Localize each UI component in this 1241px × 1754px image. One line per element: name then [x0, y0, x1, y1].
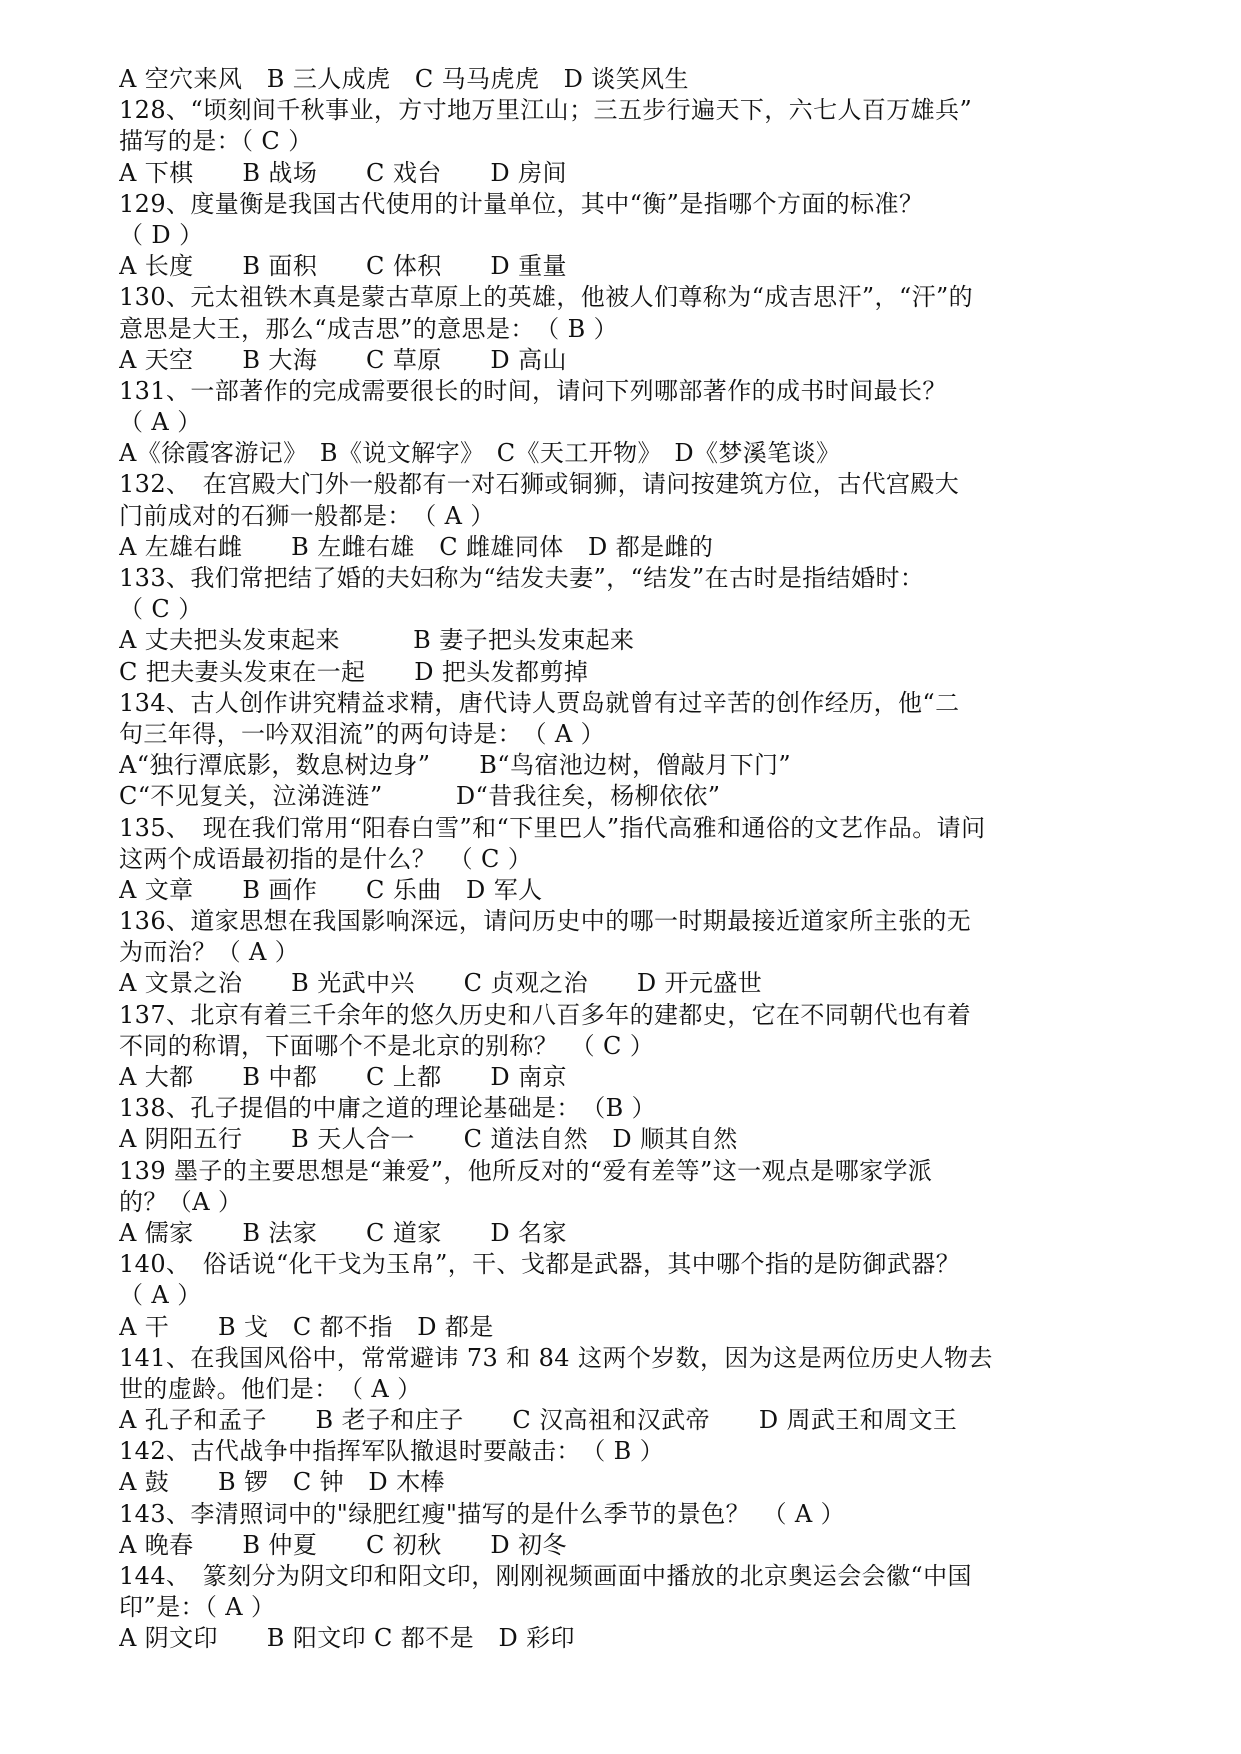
question-134-line-2: 句三年得，一吟双泪流”的两句诗是： （ A ）	[119, 719, 606, 748]
quiz-text-block	[119, 64, 1134, 1655]
question-141-line-2: 世的虚龄。他们是： （ A ）	[119, 1374, 422, 1403]
question-140-line-1: 140、 俗话说“化干戈为玉帛”，干、戈都是武器，其中哪个指的是防御武器？	[119, 1250, 961, 1279]
answer-options-140: A 干 B 戈 C 都不指 D 都是	[119, 1312, 494, 1341]
answer-options-133-line-1: A 丈夫把头发束起来 B 妻子把头发束起来	[119, 626, 635, 655]
question-138: 138、孔子提倡的中庸之道的理论基础是： （B ）	[119, 1094, 657, 1123]
question-134-line-1: 134、古人创作讲究精益求精，唐代诗人贾岛就曾有过辛苦的创作经历，他“二	[119, 688, 960, 717]
answer-options-134-line-2: C“不见复关，泣涕涟涟” D“昔我往矣，杨柳依依”	[119, 782, 721, 811]
answer-options-129: A 长度 B 面积 C 体积 D 重量	[119, 252, 567, 281]
question-130-line-2: 意思是大王，那么“成吉思”的意思是： （ B ）	[119, 314, 619, 343]
question-136-line-2: 为而治？（ A ）	[119, 938, 300, 967]
answer-options-138: A 阴阳五行 B 天人合一 C 道法自然 D 顺其自然	[119, 1125, 738, 1154]
question-131-line-2: （ A ）	[119, 408, 202, 437]
question-140-line-2: （ A ）	[119, 1281, 202, 1310]
question-128-line-1: 128、“顷刻间千秋事业，方寸地万里江山；三五步行遍天下，六七人百万雄兵”	[119, 96, 973, 125]
question-135-line-2: 这两个成语最初指的是什么？ （ C ）	[119, 844, 533, 873]
answer-options-135: A 文章 B 画作 C 乐曲 D 军人	[119, 875, 543, 904]
answer-options-133-line-2: C 把夫妻头发束在一起 D 把头发都剪掉	[119, 657, 589, 686]
question-132-line-2: 门前成对的石狮一般都是： （ A ）	[119, 501, 495, 530]
answer-options-132: A 左雄右雌 B 左雌右雄 C 雌雄同体 D 都是雌的	[119, 532, 714, 561]
answer-options-134-line-1: A“独行潭底影，数息树边身” B“鸟宿池边树，僧敲月下门”	[119, 751, 792, 780]
question-133-line-1: 133、我们常把结了婚的夫妇称为“结发夫妻”，“结发”在古时是指结婚时：	[119, 564, 925, 592]
question-129-line-1: 129、度量衡是我国古代使用的计量单位，其中“衡”是指哪个方面的标准？	[119, 189, 924, 218]
answer-options-144: A 阴文印 B 阳文印 C 都不是 D 彩印	[119, 1624, 575, 1653]
answer-options-136: A 文景之治 B 光武中兴 C 贞观之治 D 开元盛世	[119, 969, 763, 998]
question-135-line-1: 135、 现在我们常用“阳春白雪”和“下里巴人”指代高雅和通俗的文艺作品。请问	[119, 813, 986, 842]
question-130-line-1: 130、元太祖铁木真是蒙古草原上的英雄，他被人们尊称为“成吉思汗”，“汗”的	[119, 283, 974, 312]
question-131-line-1: 131、一部著作的完成需要很长的时间，请问下列哪部著作的成书时间最长？	[119, 376, 947, 405]
answer-options-127: A 空穴来风 B 三人成虎 C 马马虎虎 D 谈笑风生	[119, 65, 689, 93]
answer-options-139: A 儒家 B 法家 C 道家 D 名家	[119, 1218, 567, 1247]
question-144-line-1: 144、 篆刻分为阴文印和阳文印，刚刚视频画面中播放的北京奥运会会徽“中国	[119, 1562, 972, 1590]
question-136-line-1: 136、道家思想在我国影响深远，请问历史中的哪一时期最接近道家所主张的无	[119, 907, 972, 936]
question-129-line-2: （ D ）	[119, 220, 204, 249]
question-132-line-1: 132、 在宫殿大门外一般都有一对石狮或铜狮，请问按建筑方位，古代宫殿大	[119, 470, 960, 499]
answer-options-130: A 天空 B 大海 C 草原 D 高山	[119, 345, 567, 374]
answer-options-131: A《徐霞客游记》 B《说文解字》 C《天工开物》 D《梦溪笔谈》	[119, 439, 841, 468]
question-139-line-1: 139 墨子的主要思想是“兼爱”，他所反对的“爱有差等”这一观点是哪家学派	[119, 1156, 933, 1185]
question-128-line-2: 描写的是：（ C ）	[119, 127, 313, 156]
question-133-line-2: （ C ）	[119, 595, 203, 624]
question-137-line-1: 137、北京有着三千余年的悠久历史和八百多年的建都史，它在不同朝代也有着	[119, 1000, 972, 1029]
answer-options-143: A 晚春 B 仲夏 C 初秋 D 初冬	[119, 1530, 567, 1559]
question-139-line-2: 的？（A ）	[119, 1187, 243, 1216]
question-137-line-2: 不同的称谓，下面哪个不是北京的别称？ （ C ）	[119, 1031, 655, 1060]
question-141-line-1: 141、在我国风俗中，常常避讳 73 和 84 这两个岁数，因为这是两位历史人物去	[119, 1343, 993, 1372]
answer-options-137: A 大都 B 中都 C 上都 D 南京	[119, 1063, 567, 1091]
question-142: 142、古代战争中指挥军队撤退时要敲击： （ B ）	[119, 1437, 665, 1466]
answer-options-142: A 鼓 B 锣 C 钟 D 木棒	[119, 1468, 445, 1497]
question-144-line-2: 印”是：（ A ）	[119, 1593, 276, 1622]
answer-options-141: A 孔子和孟子 B 老子和庄子 C 汉高祖和汉武帝 D 周武王和周文王	[119, 1406, 958, 1435]
answer-options-128: A 下棋 B 战场 C 戏台 D 房间	[119, 158, 567, 187]
question-143: 143、李清照词中的"绿肥红瘦"描写的是什么季节的景色？ （ A ）	[119, 1499, 846, 1528]
